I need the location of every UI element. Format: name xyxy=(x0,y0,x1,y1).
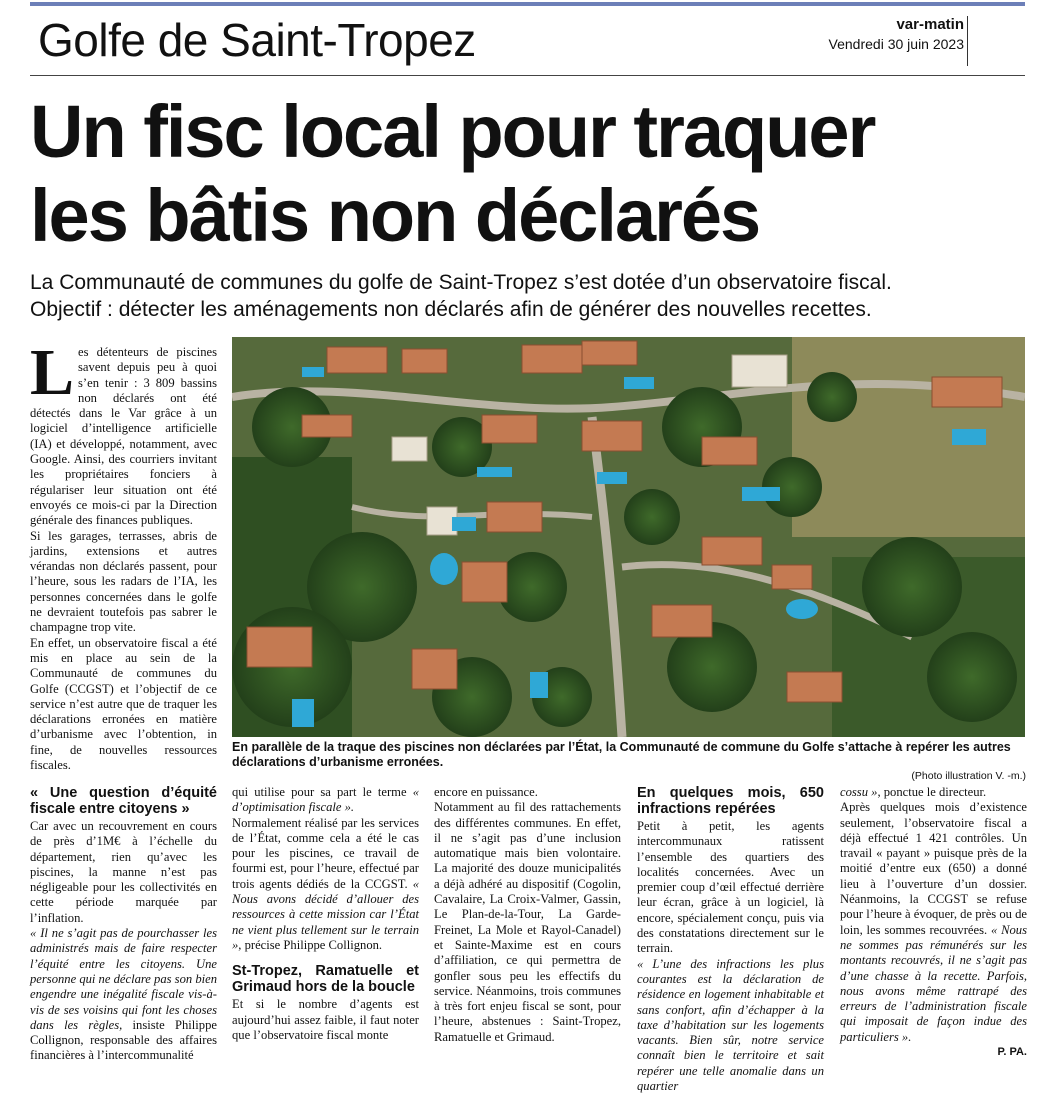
standfirst-line-1: La Communauté de communes du golfe de Saint-Tropez s’est dotée d’un observatoire fiscal. xyxy=(30,271,892,294)
subheading-communes: St-Tropez, Ramatuelle et Grimaud hors de la boucle xyxy=(232,963,419,996)
column-1-paragraph-1: Car avec un recouvrement en cours de près d’1M€ à l’échelle du département, rien qu’avec les piscines, la manne n’est pas négligeable pour les collectivités en cette période marquée par l’inflation. xyxy=(30,819,217,925)
column-3 xyxy=(434,785,621,1045)
column-2-text-b: Normalement réalisé par les services de l’État, comme cela a été le cas pour les piscines, ce travail de fourmi est, pour l’heure, effectué par trois agents dédiés de la CCGST. xyxy=(232,815,419,891)
publication-name: var-matin xyxy=(896,16,964,33)
intro-paragraph-2: Si les garages, terrasses, abris de jardins, extensions et autres vérandas non déclarés passent, pour l’heure, sous les radars de l’IA, les personnes concernées dans le golfe ne devraient toutefois pas sabrer le champagne trop vite. xyxy=(30,528,217,635)
headline xyxy=(30,90,1030,258)
standfirst xyxy=(30,269,1030,323)
column-5-attribution: , ponctue le directeur. xyxy=(877,785,987,799)
column-5 xyxy=(840,785,1027,1060)
header-rule xyxy=(30,75,1025,76)
subheading-infractions: En quelques mois, 650 infractions repérées xyxy=(637,785,824,817)
top-color-bar xyxy=(30,2,1025,6)
photo-caption: En parallèle de la traque des piscines non déclarées par l’État, la Communauté de commune du Golfe s’attache à repérer les autres déclarations d’urbanisme erronées. xyxy=(232,740,1011,769)
photo-credit: (Photo illustration V. -m.) xyxy=(911,770,1026,782)
column-1 xyxy=(30,785,217,1064)
column-2-paragraph-1 xyxy=(232,785,419,816)
column-5-text: Après quelques mois d’existence seulement, l’observatoire fiscal a déjà effectué 1 421 contrôles. Un travail « payant » puisque près de la moitié d’entre eux (650) a donné lieu à l’ouverture d’un dossier. Néanmoins, la CCGST se refuse pour l’heure à évoquer, de près ou de loin, les sommes recouvrées. xyxy=(840,800,1027,937)
drop-cap: L xyxy=(30,336,75,409)
column-2-paragraph-2 xyxy=(232,816,419,954)
headline-line-2: les bâtis non déclarés xyxy=(30,174,760,257)
column-3-paragraph-1: encore en puissance. xyxy=(434,785,538,799)
standfirst-line-2: Objectif : détecter les aménagements non déclarés afin de générer des nouvelles recettes. xyxy=(30,298,872,321)
column-5-paragraph-2 xyxy=(840,800,1027,1045)
intro-column xyxy=(30,336,217,773)
section-title: Golfe de Saint-Tropez xyxy=(38,14,476,66)
column-4-quote: « L’une des infractions les plus courantes est la déclaration de résidence en logement inhabitable et sans confort, afin d’échapper à la taxe d’habitation sur les logements vacants. Bien sûr, notre service connaît bien le territoire et sait repérer une telle anomalie dans un quartier xyxy=(637,956,824,1094)
column-2 xyxy=(232,785,419,1043)
header-vertical-rule xyxy=(967,16,968,66)
column-2-text-a: qui utilise pour sa part le terme xyxy=(232,785,413,799)
column-2-quote: « Nous avons décidé d’allouer des ressources à cette mission car l’État ne vient plus tellement sur le terrain » xyxy=(232,876,419,952)
intro-paragraph-3: En effet, un observatoire fiscal a été mis en place au sein de la Communauté de communes du Golfe (CCGST) et l’objectif de ce service n’est autre que de traquer les déclarations erronées en matière d’urbanisme avec l’obtention, in fine, de nouvelles ressources fiscales. xyxy=(30,635,217,773)
column-2-paragraph-3: Et si le nombre d’agents est aujourd’hui assez faible, il faut noter que l’observatoire fiscal monte xyxy=(232,997,419,1042)
masthead-brand xyxy=(829,16,964,54)
publication-date: Vendredi 30 juin 2023 xyxy=(828,36,964,52)
column-2-term: « d’optimisation fiscale ». xyxy=(232,785,419,815)
collignon-quote: « Il ne s’agit pas de pourchasser les administrés mais de faire respecter l’équité entre les citoyens. Une personne qui ne déclare pas son bien engendre une inégalité fiscale vis-à-vis de ses voisins qui font les choses dans les règles, xyxy=(30,926,218,1032)
column-2-attribution: , précise Philippe Collignon. xyxy=(238,937,383,952)
author-signature: P. PA. xyxy=(997,1046,1027,1059)
intro-paragraph-1: es détenteurs de piscines savent depuis peu à quoi s’en tenir : 3 809 bassins non déclarés ont été détectés dans le Var grâce à un logiciel d’intelligence artificielle (IA) et développé, notamment, avec Google. Ainsi, des courriers invitant les propriétaires fonciers à régulariser leur situation ont été envoyés ce mois-ci par la Direction générale des finances publiques. xyxy=(30,345,217,528)
column-5-quote: « Nous ne sommes pas rémunérés sur les montants recouvrés, il ne s’agit pas d’une chasse à la recette. Parfois, nous avons même rattrapé des erreurs de l’administration fiscale qui imposait de façon indue des particuliers ». xyxy=(840,922,1027,1044)
headline-line-1: Un fisc local pour traquer xyxy=(30,90,875,173)
column-1-paragraph-2 xyxy=(30,926,217,1064)
column-3-paragraph-2: Notamment au fil des rattachements des différentes communes. En effet, il ne s’agit pas d’une inclusion automatique mais bien volontaire. La majorité des douze municipalités a déjà adhéré au dispositif (Cogolin, Cavalaire, La Croix-Valmer, Gassin, Le Plan-de-la-Tour, La Garde-Freinet, La Mole et Rayol-Canadel) et Sainte-Maxime est en cours d’affiliation, ce qui permettra de gonfler sous peu les effectifs du service. Néanmoins, trois communes à très fort enjeu fiscal se sont, pour l’heure, abstenues : Saint-Tropez, Ramatuelle et Grimaud. xyxy=(434,800,621,1044)
column-5-paragraph-1 xyxy=(840,785,1027,800)
column-1-attribution: insiste Philippe Collignon, responsable des affaires financières à l’intercommunalité xyxy=(30,1017,217,1063)
aerial-photo xyxy=(232,337,1025,737)
subheading-equity: « Une question d’équité fiscale entre citoyens » xyxy=(30,785,217,817)
aerial-photo-drawing xyxy=(232,337,1025,737)
column-4 xyxy=(637,785,824,1094)
column-5-quote-end: cossu » xyxy=(840,785,878,799)
column-4-paragraph-1: Petit à petit, les agents intercommunaux ratissent l’ensemble des quartiers des localités concernées. Avec un premier coup d’œil effectué derrière leur écran, grâce à un logiciel, là encore, spécialement conçu, puis via des constatations directement sur le terrain. xyxy=(637,819,824,956)
